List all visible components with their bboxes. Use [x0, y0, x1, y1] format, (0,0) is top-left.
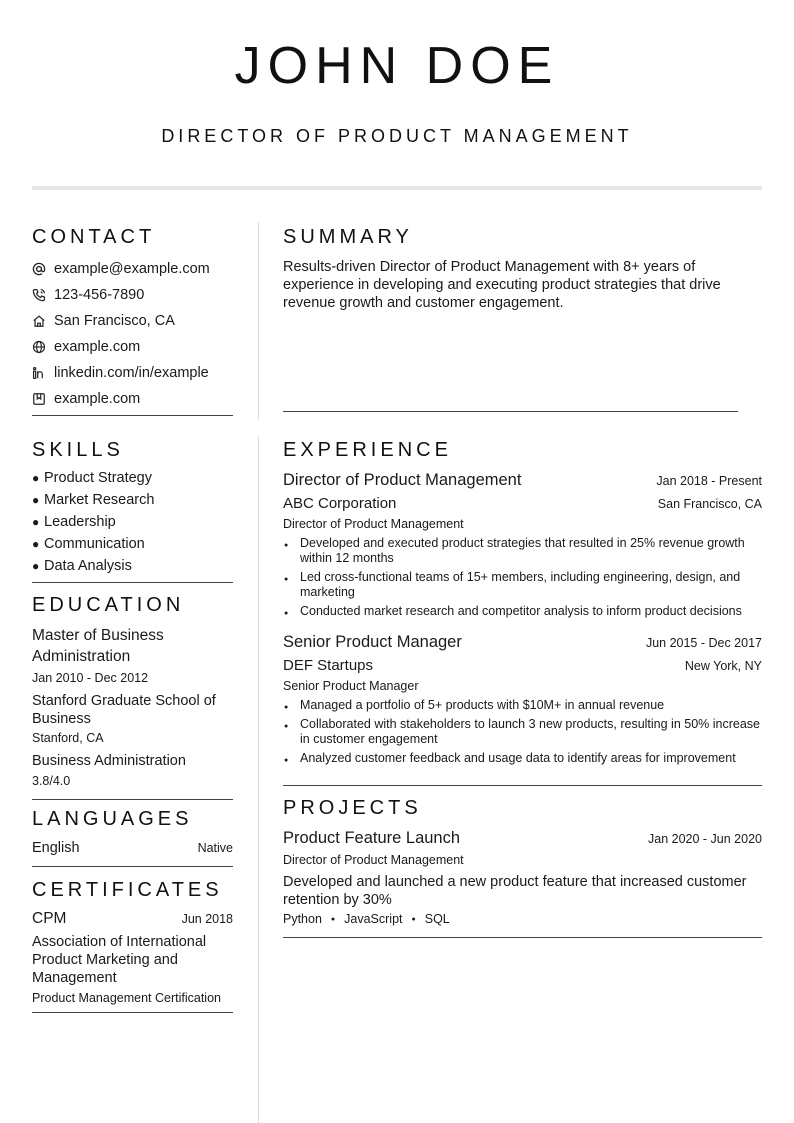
- header-divider: [32, 186, 762, 190]
- project-entry: [283, 827, 762, 926]
- separator-dot: ●: [411, 916, 416, 924]
- education-location: Stanford, CA: [32, 731, 104, 745]
- certificate-date: Jun 2018: [181, 912, 233, 926]
- summary-text: Results-driven Director of Product Management with 8+ years of experience in developing and executing product strategies that drive revenue growth and customer engagement.: [283, 259, 721, 311]
- job-role: Director of Product Management: [283, 517, 464, 531]
- separator-dot: ●: [330, 916, 336, 924]
- skills-divider: [32, 582, 233, 583]
- job-dates: Jun 2015 - Dec 2017: [645, 636, 762, 650]
- globe-icon: [32, 340, 54, 354]
- job-location: New York, NY: [684, 659, 762, 673]
- experience-entry: [283, 631, 762, 766]
- column-divider-bottom: [258, 436, 259, 1123]
- experience-heading: EXPERIENCE: [283, 439, 452, 461]
- education-gpa: 3.8/4.0: [32, 774, 71, 788]
- projects-divider: [283, 937, 762, 938]
- job-company: DEF Startups: [283, 657, 374, 674]
- candidate-title: DIRECTOR OF PRODUCT MANAGEMENT: [161, 126, 633, 146]
- contact-phone[interactable]: [32, 282, 233, 308]
- skill-item: ● Market Research: [32, 492, 155, 508]
- summary-divider: [283, 411, 738, 412]
- certificate-issuer: Association of International Product Marketing and Management: [32, 934, 207, 986]
- skill-item: ● Data Analysis: [32, 558, 132, 574]
- projects-heading: PROJECTS: [283, 797, 422, 819]
- experience-entry: [283, 469, 762, 619]
- job-bullet: ● Analyzed customer feedback and usage data to identify areas for improvement: [283, 751, 762, 766]
- home-icon: [32, 314, 54, 328]
- project-description: Developed and launched a new product feature that increased customer retention by 30%: [283, 874, 747, 908]
- contact-portfolio[interactable]: [32, 386, 233, 412]
- contact-location-text: San Francisco, CA: [54, 313, 175, 329]
- job-role: Senior Product Manager: [283, 679, 419, 693]
- job-title: Senior Product Manager: [283, 633, 462, 651]
- contact-website-text: example.com: [54, 339, 141, 355]
- summary-section: [283, 225, 762, 312]
- certificate-name: CPM: [32, 910, 67, 927]
- education-dates: Jan 2010 - Dec 2012: [32, 671, 149, 685]
- job-bullet: ● Led cross-functional teams of 15+ members, including engineering, design, and marketing: [283, 570, 762, 600]
- contact-location: [32, 308, 233, 334]
- at-icon: [32, 262, 54, 276]
- job-company: ABC Corporation: [283, 495, 397, 512]
- contact-email-text: example@example.com: [54, 261, 210, 277]
- job-bullet: ● Developed and executed product strategies that resulted in 25% revenue growth within 12 months: [283, 536, 762, 566]
- job-bullet: ● Managed a portfolio of 5+ products with $10M+ in annual revenue: [283, 698, 762, 713]
- project-tech-list: [283, 912, 762, 926]
- certificates-heading: CERTIFICATES: [32, 879, 223, 901]
- projects-section: [283, 796, 762, 926]
- experience-section: [283, 438, 762, 770]
- contact-linkedin[interactable]: [32, 360, 233, 386]
- job-location: San Francisco, CA: [657, 497, 762, 511]
- column-divider-top: [258, 222, 259, 420]
- contact-linkedin-text: linkedin.com/in/example: [54, 365, 209, 381]
- education-school: Stanford Graduate School of Business: [32, 693, 216, 727]
- skills-heading: SKILLS: [32, 439, 124, 461]
- education-section: [32, 593, 233, 800]
- project-name: Product Feature Launch: [283, 829, 461, 847]
- bookmark-icon: [32, 392, 54, 406]
- language-name: English: [32, 840, 80, 856]
- skill-item: ● Leadership: [32, 514, 116, 530]
- summary-heading: SUMMARY: [283, 226, 413, 248]
- language-level: Native: [197, 841, 233, 855]
- education-divider: [32, 799, 233, 800]
- experience-divider: [283, 785, 762, 786]
- skills-section: [32, 438, 233, 583]
- contact-portfolio-text: example.com: [54, 391, 141, 407]
- certificates-section: [32, 878, 233, 1013]
- job-bullet: ● Collaborated with stakeholders to launch 3 new products, resulting in 50% increase in customer engagement: [283, 717, 762, 747]
- job-bullet: ● Conducted market research and competitor analysis to inform product decisions: [283, 604, 762, 619]
- contact-email[interactable]: [32, 256, 233, 282]
- job-dates: Jan 2018 - Present: [656, 474, 762, 488]
- certificate-description: Product Management Certification: [32, 991, 221, 1005]
- skill-item: ● Communication: [32, 536, 145, 552]
- project-role: Director of Product Management: [283, 853, 464, 867]
- contact-section: [32, 225, 233, 416]
- phone-icon: [32, 288, 54, 302]
- contact-phone-text: 123-456-7890: [54, 287, 145, 303]
- language-item: [32, 839, 233, 857]
- languages-section: [32, 807, 233, 867]
- job-bullets: [283, 536, 762, 619]
- linkedin-icon: [32, 366, 54, 380]
- skill-item: ● Product Strategy: [32, 470, 152, 486]
- tech-item: SQL: [424, 912, 450, 926]
- languages-divider: [32, 866, 233, 867]
- contact-website[interactable]: [32, 334, 233, 360]
- job-title: Director of Product Management: [283, 471, 522, 489]
- contact-divider: [32, 415, 233, 416]
- education-heading: EDUCATION: [32, 594, 185, 616]
- certificate-item: [32, 910, 233, 928]
- education-field: Business Administration: [32, 753, 186, 769]
- candidate-name: JOHN DOE: [234, 37, 560, 95]
- contact-heading: CONTACT: [32, 226, 156, 248]
- education-degree: Master of Business Administration: [32, 627, 164, 665]
- job-bullets: [283, 698, 762, 766]
- tech-item: JavaScript: [344, 912, 403, 926]
- project-dates: Jan 2020 - Jun 2020: [648, 832, 762, 846]
- languages-heading: LANGUAGES: [32, 808, 193, 830]
- tech-item: Python: [283, 912, 322, 926]
- certificates-divider: [32, 1012, 233, 1013]
